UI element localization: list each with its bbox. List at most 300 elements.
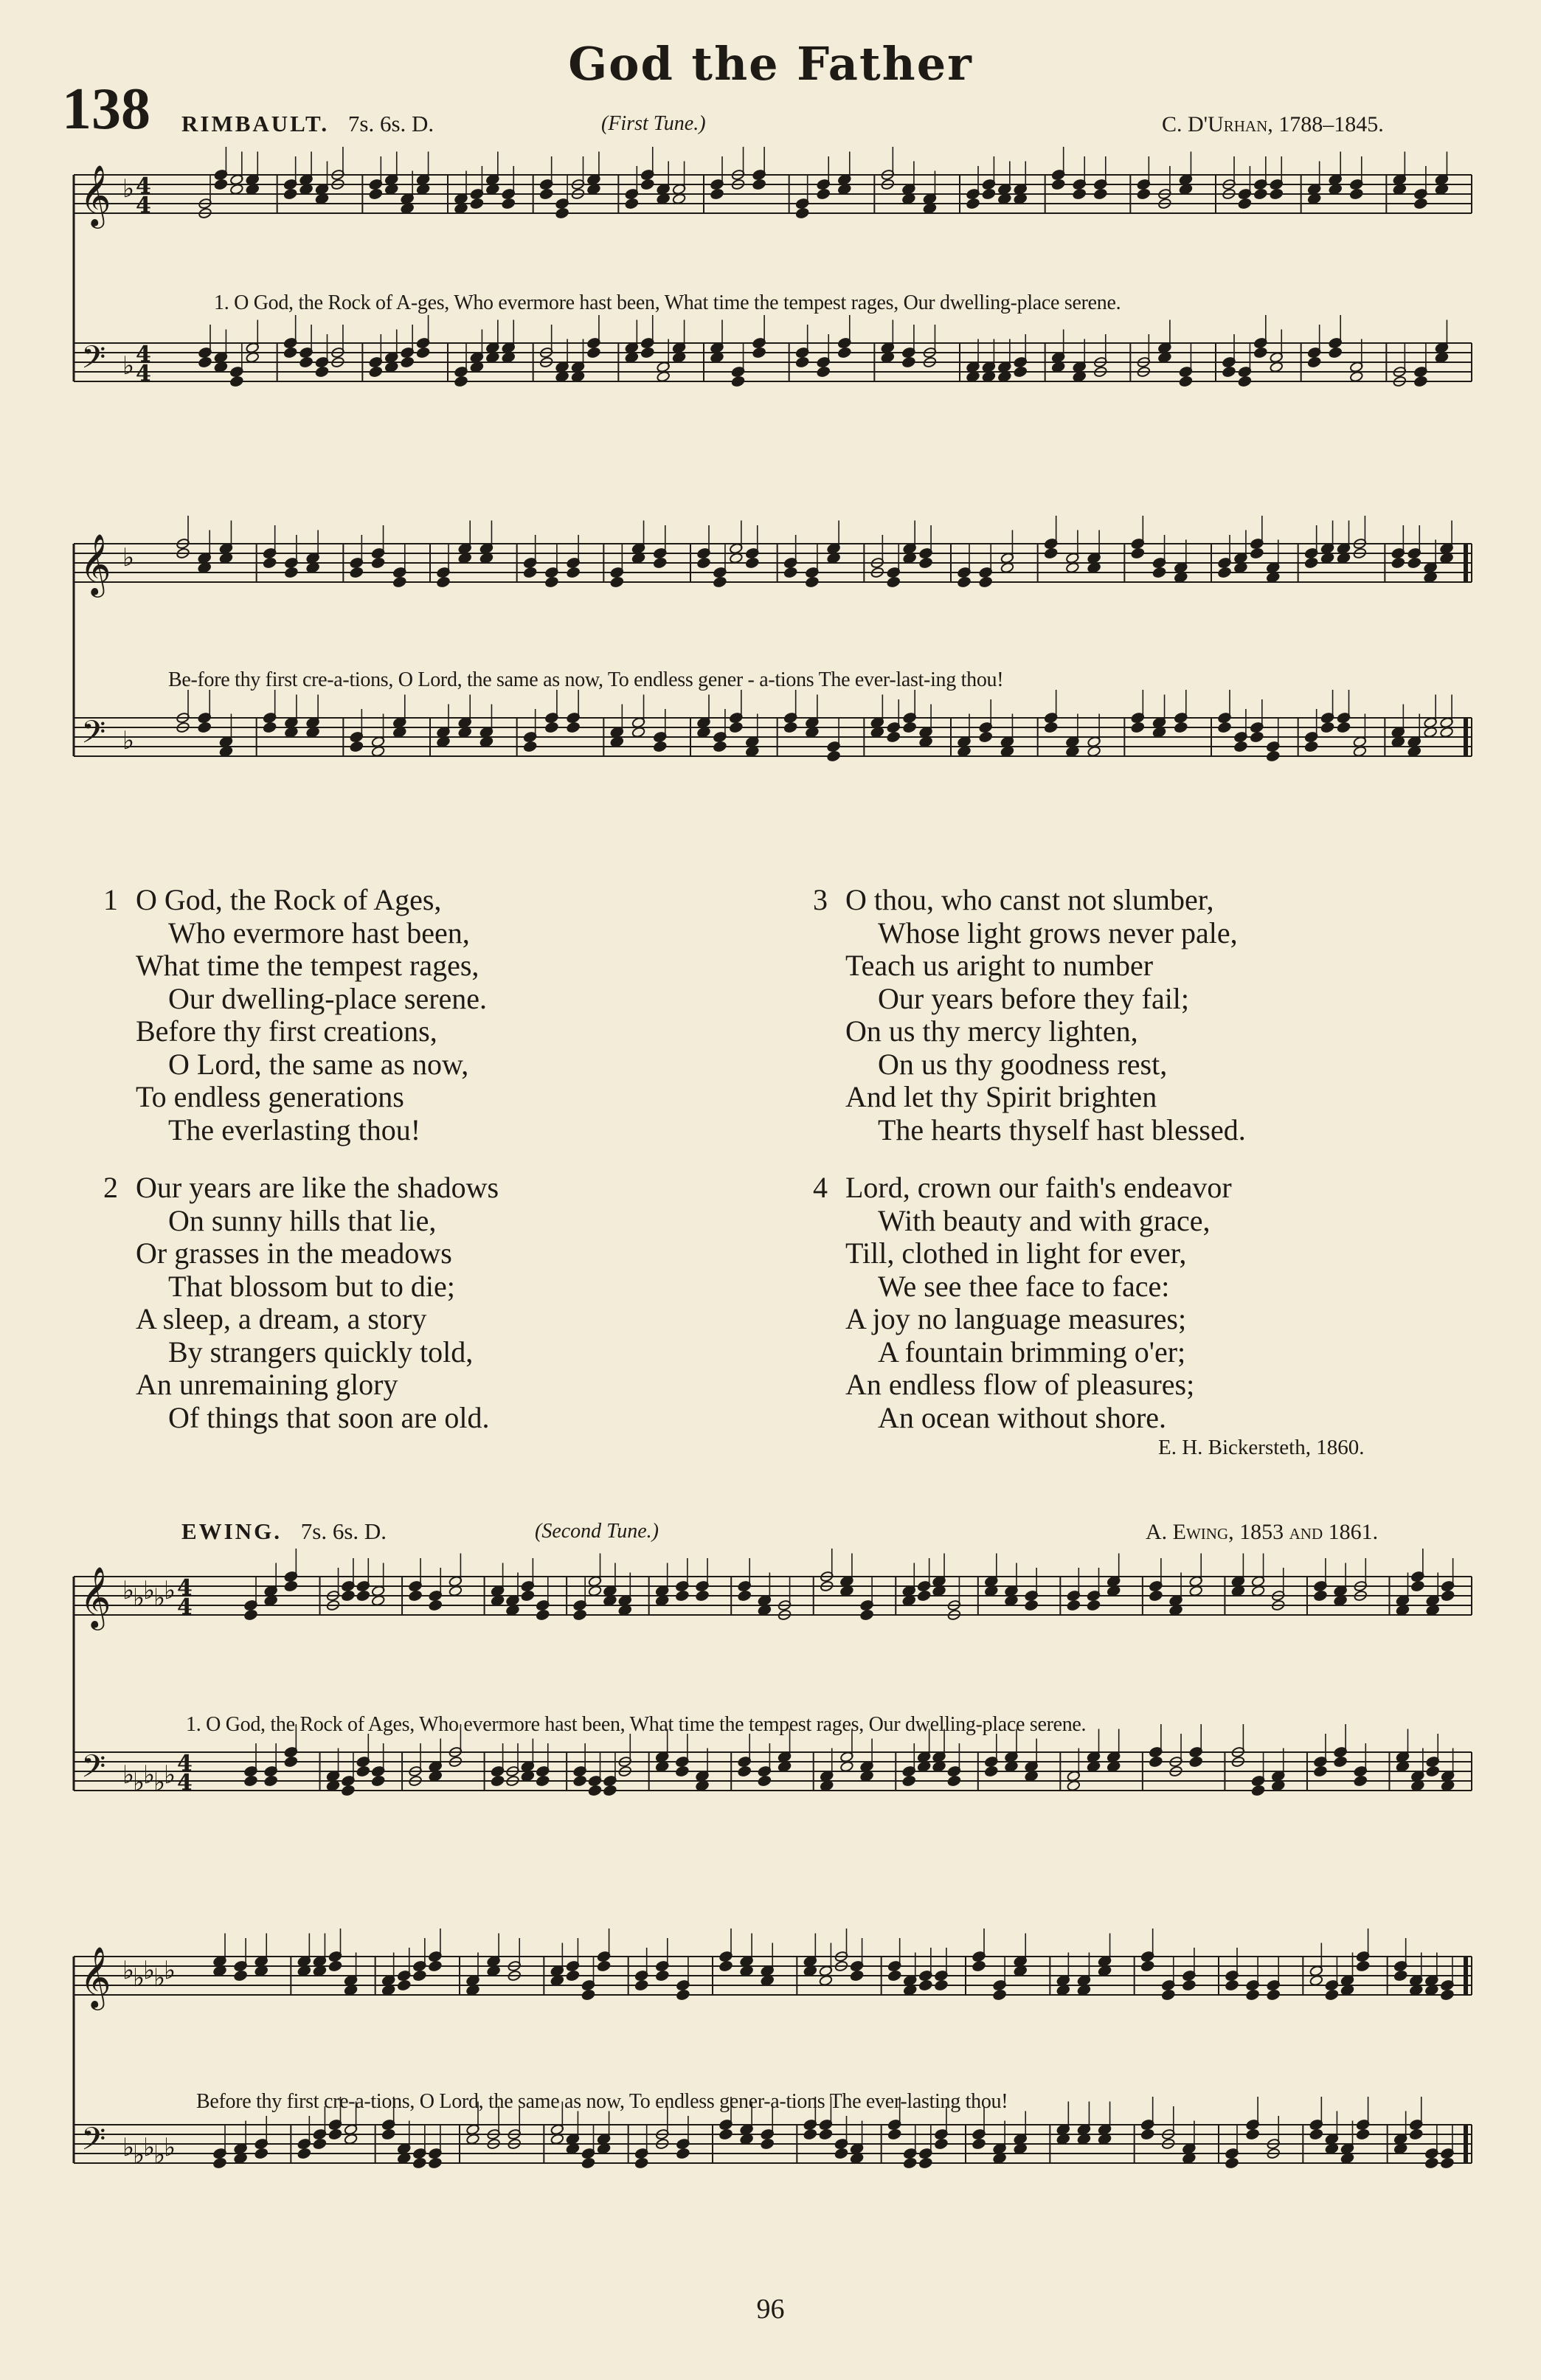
note-head [381, 2128, 395, 2140]
tune-meter: 7s. 6s. D. [347, 111, 434, 136]
note-head [1410, 1580, 1424, 1592]
second-tune-name [181, 1518, 387, 1545]
note-head [573, 1775, 587, 1787]
note-head [502, 198, 516, 210]
note-head [1222, 366, 1236, 378]
note-head [676, 1989, 690, 2001]
second-tune-composer: A. Ewing, 1853 and 1861. [1146, 1520, 1379, 1544]
note-head [1426, 1765, 1440, 1777]
note-head [1131, 547, 1145, 559]
verse-line: Who evermore hast been, [168, 916, 470, 949]
lyric-underlay-2: Be-fore thy first cre-a-tions, O Lord, the same as now, To endless gener - a-tions The ever-last-ing thou! [168, 668, 1004, 691]
note-head [1337, 722, 1351, 733]
note-head [1149, 1756, 1163, 1768]
note-head [1140, 1960, 1154, 1972]
flat-icon: ♭ [133, 2140, 145, 2170]
note-head [1014, 366, 1028, 378]
note-head [827, 750, 841, 762]
note-head [984, 1765, 998, 1777]
note-head [918, 2157, 932, 2169]
stanza-number: 3 [813, 883, 828, 916]
flat-icon: ♭ [143, 1576, 156, 1605]
note-head [819, 2128, 833, 2140]
note-head [675, 1765, 689, 1777]
note-head [1266, 750, 1280, 762]
first-tune-label: (First Tune.) [601, 112, 706, 135]
note-head [454, 376, 468, 387]
note-head [837, 347, 851, 359]
note-head [697, 557, 711, 569]
verse-line: An unremaining glory [136, 1368, 398, 1401]
note-head [371, 1775, 385, 1787]
note-head [653, 741, 667, 753]
lyric-underlay-1: 1. O God, the Rock of A-ges, Who evermore hast been, What time the tempest rages, Our dwelling-place serene. [214, 291, 1121, 314]
note-head [817, 188, 831, 200]
note-head [1413, 198, 1427, 210]
note-head [284, 567, 298, 578]
tune-name: EWING. [181, 1518, 282, 1544]
note-head [1067, 1599, 1081, 1611]
note-head [254, 2148, 269, 2159]
note-head [805, 576, 819, 588]
note-head [979, 576, 993, 588]
verse-line: Till, clothed in light for ever, [845, 1236, 1187, 1270]
verse-line: An ocean without shore. [878, 1400, 1167, 1434]
note-head [918, 1979, 932, 1991]
note-head [1246, 2128, 1260, 2140]
note-head [588, 1785, 602, 1796]
note-head [1051, 179, 1065, 190]
verse-line: Or grasses in the meadows [136, 1236, 452, 1270]
stanza-4 [813, 1171, 1232, 1434]
note-head [229, 376, 243, 387]
note-head [834, 2148, 848, 2159]
note-head [1234, 741, 1248, 753]
time-signature-bass-bottom: 4 [177, 1770, 193, 1796]
note-head [581, 1989, 595, 2001]
note-head [539, 188, 553, 200]
note-head [1314, 1765, 1328, 1777]
note-head [369, 366, 383, 378]
verse-line: On sunny hills that lie, [168, 1203, 437, 1237]
flat-icon: ♭ [143, 1760, 156, 1790]
note-head [1409, 2128, 1423, 2140]
note-head [1304, 557, 1318, 569]
note-head [947, 1775, 961, 1787]
tune-name: RIMBAULT. [181, 111, 330, 136]
note-head [416, 347, 430, 359]
note-head [972, 1960, 986, 1972]
note-head [1140, 2128, 1154, 2140]
note-head [634, 2157, 648, 2169]
note-head [696, 1590, 710, 1602]
note-head [214, 179, 228, 190]
note-head [1182, 1979, 1196, 1991]
note-head [401, 356, 415, 368]
note-head [1087, 1599, 1101, 1611]
note-head [887, 576, 901, 588]
note-head [555, 207, 569, 219]
note-head [1441, 1989, 1455, 2001]
note-head [1174, 722, 1188, 733]
note-head [429, 2157, 443, 2169]
note-head [917, 1590, 931, 1602]
first-tune-name [181, 111, 434, 137]
note-head [901, 356, 915, 368]
note-head [213, 2157, 227, 2169]
note-head [263, 557, 277, 569]
note-head [738, 1765, 752, 1777]
note-head [1334, 1756, 1348, 1768]
note-head [1267, 1989, 1281, 2001]
note-head [198, 356, 212, 368]
note-head [902, 1775, 916, 1787]
note-head [409, 1590, 423, 1602]
note-head [610, 576, 624, 588]
note-head [783, 722, 797, 733]
note-head [761, 2138, 775, 2150]
note-head [1218, 567, 1232, 578]
note-head [1025, 1599, 1039, 1611]
note-head [903, 722, 917, 733]
note-head [573, 1609, 587, 1621]
note-head [1179, 376, 1193, 387]
note-head [887, 2128, 901, 2140]
note-head [1354, 1775, 1368, 1787]
treble-clef-icon: 𝄞 [80, 164, 111, 226]
flat-icon: ♭ [122, 1956, 135, 1985]
note-head [544, 576, 558, 588]
verse-line: That blossom but to die; [168, 1269, 455, 1303]
note-head [544, 722, 558, 733]
flat-icon: ♭ [164, 1576, 176, 1605]
flat-icon: ♭ [143, 2133, 156, 2162]
note-head [817, 366, 831, 378]
verse-line: Whose light grows never pale, [878, 916, 1238, 949]
note-head [313, 2138, 327, 2150]
note-head [283, 188, 297, 200]
note-head [860, 1609, 874, 1621]
time-signature-bass-top: 4 [136, 342, 151, 367]
note-head [653, 557, 667, 569]
note-head [523, 567, 537, 578]
note-head [1391, 557, 1405, 569]
note-head [1441, 2157, 1455, 2169]
stanza-number: 2 [103, 1171, 118, 1204]
stanza-1 [103, 883, 488, 1146]
note-head [1424, 2157, 1438, 2169]
verse-line: To endless generations [136, 1080, 404, 1113]
note-head [783, 567, 797, 578]
lyric-underlay-4: Before thy first cre-a-tions, O Lord, the same as now, To endless gener-a-tions The ever-lasting thou! [196, 2090, 1008, 2113]
note-head [491, 1775, 505, 1787]
note-head [567, 722, 581, 733]
note-head [342, 1590, 356, 1602]
note-head [1253, 347, 1267, 359]
note-head [328, 1960, 342, 1972]
verse-line: O thou, who canst not slumber, [845, 883, 1214, 916]
note-head [392, 576, 406, 588]
note-head [244, 1775, 258, 1787]
bass-clef-icon: 𝄢 [81, 714, 106, 758]
note-head [713, 576, 727, 588]
verse-line: By strangers quickly told, [168, 1335, 474, 1369]
note-head [350, 741, 364, 753]
verse-line: With beauty and with grace, [878, 1203, 1211, 1237]
note-head [356, 1765, 370, 1777]
note-head [1413, 376, 1427, 387]
note-head [1152, 567, 1166, 578]
note-head [429, 1960, 443, 1972]
note-head [972, 2138, 986, 2150]
stanza-number: 1 [103, 883, 118, 916]
flat-icon: ♭ [153, 1963, 166, 1993]
note-head [1329, 347, 1343, 359]
note-head [397, 1979, 411, 1991]
note-head [1238, 198, 1252, 210]
verse-line: A fountain brimming o'er; [878, 1335, 1186, 1369]
time-signature-treble-bottom: 4 [177, 1594, 193, 1620]
note-head [966, 198, 980, 210]
note-head [958, 576, 972, 588]
note-head [850, 1970, 864, 1982]
note-head [1270, 188, 1284, 200]
note-head [1131, 722, 1145, 733]
note-head [1307, 356, 1321, 368]
note-head [979, 731, 993, 743]
verse-line: A joy no language measures; [845, 1302, 1187, 1335]
note-head [371, 557, 385, 569]
note-head [795, 207, 809, 219]
note-head [887, 1970, 901, 1982]
verse-line: The hearts thyself hast blessed. [878, 1113, 1246, 1146]
note-head [803, 2128, 817, 2140]
note-head [1250, 547, 1264, 559]
note-head [244, 1609, 258, 1621]
note-head [597, 1960, 611, 1972]
note-head [752, 347, 766, 359]
second-tune-label: (Second Tune.) [535, 1520, 659, 1543]
page-number: 96 [756, 2294, 785, 2325]
note-head [1189, 1756, 1203, 1768]
note-head [603, 1785, 617, 1796]
note-head [1093, 188, 1107, 200]
verse-line: A sleep, a dream, a story [136, 1302, 427, 1335]
note-head [719, 2128, 733, 2140]
verse-line: On us thy mercy lighten, [845, 1014, 1138, 1048]
flat-icon: ♭ [164, 2133, 176, 2162]
note-head [1044, 722, 1058, 733]
note-head [470, 198, 484, 210]
verse-line: The everlasting thou! [168, 1113, 421, 1146]
text-author: E. H. Bickersteth, 1860. [1158, 1436, 1365, 1459]
note-head [795, 356, 809, 368]
flat-icon: ♭ [133, 1963, 145, 1993]
verse-line: And let thy Spirit brighten [845, 1080, 1157, 1113]
note-head [1320, 722, 1334, 733]
time-signature-treble-top: 4 [136, 173, 151, 199]
stanza-number: 4 [813, 1171, 828, 1204]
note-head [655, 1970, 669, 1982]
verse-line: On us thy goodness rest, [878, 1047, 1168, 1081]
note-head [1137, 188, 1151, 200]
flat-icon: ♭ [164, 1760, 176, 1790]
note-head [713, 741, 727, 753]
note-head [567, 567, 581, 578]
section-title: God the Father [568, 37, 973, 91]
note-head [935, 2138, 949, 2150]
note-head [284, 1756, 298, 1768]
verse-line: Our dwelling-place serene. [168, 981, 488, 1015]
note-head [1356, 1960, 1370, 1972]
note-head [993, 1989, 1007, 2001]
flat-icon: ♭ [133, 1768, 145, 1797]
time-signature-bass-top: 4 [177, 1751, 193, 1777]
treble-clef-icon: 𝄞 [80, 1945, 111, 2007]
verse-line: O Lord, the same as now, [168, 1047, 469, 1081]
verse-line: Before thy first creations, [136, 1014, 437, 1048]
note-head [887, 731, 901, 743]
note-head [1225, 2157, 1239, 2169]
note-head [745, 557, 759, 569]
flat-icon: ♭ [133, 1583, 145, 1613]
flat-icon: ♭ [153, 2140, 166, 2170]
note-head [234, 1970, 248, 1982]
note-head [752, 179, 766, 190]
treble-clef-icon: 𝄞 [80, 533, 111, 595]
note-head [758, 1775, 772, 1787]
first-tune-composer: C. D'Urhan, 1788–1845. [1162, 112, 1384, 136]
note-head [729, 722, 743, 733]
note-head [263, 722, 277, 733]
note-head [412, 2157, 426, 2169]
note-head [536, 1775, 550, 1787]
flat-icon: ♭ [153, 1583, 166, 1613]
flat-icon: ♭ [122, 1760, 135, 1790]
flat-icon: ♭ [122, 726, 135, 755]
flat-icon: ♭ [122, 543, 135, 572]
note-head [283, 347, 297, 359]
note-head [935, 1979, 949, 1991]
note-head [1356, 2128, 1370, 2140]
hymn-number: 138 [62, 77, 150, 142]
note-head [369, 188, 383, 200]
note-head [1225, 1979, 1239, 1991]
treble-staff [74, 1577, 1472, 1615]
note-head [350, 567, 364, 578]
flat-icon: ♭ [122, 1576, 135, 1605]
note-head [284, 1580, 298, 1592]
flat-icon: ♭ [122, 174, 135, 204]
time-signature-bass-bottom: 4 [136, 361, 151, 387]
stanza-2 [103, 1171, 499, 1434]
note-head [1149, 1590, 1163, 1602]
note-head [676, 2148, 690, 2159]
note-head [1073, 188, 1087, 200]
note-head [1393, 1970, 1407, 1982]
note-head [982, 188, 996, 200]
note-head [731, 376, 745, 387]
note-head [1349, 188, 1363, 200]
note-head [1246, 1989, 1260, 2001]
note-head [342, 1785, 356, 1796]
note-head [198, 722, 212, 733]
flat-icon: ♭ [143, 1956, 156, 1985]
note-head [581, 2157, 595, 2169]
verse-line: Of things that soon are old. [168, 1400, 490, 1434]
note-head [1304, 741, 1318, 753]
verse-line: Teach us aright to number [845, 949, 1154, 982]
verse-line: What time the tempest rages, [136, 949, 479, 982]
note-head [412, 1970, 426, 1982]
bass-staff [74, 1752, 1472, 1791]
note-head [297, 2148, 311, 2159]
flat-icon: ♭ [153, 1768, 166, 1797]
note-head [1309, 2128, 1323, 2140]
note-head [299, 356, 314, 368]
note-head [634, 1979, 648, 1991]
note-head [536, 1609, 550, 1621]
note-head [1251, 1785, 1265, 1796]
verse-line: Our years before they fail; [878, 981, 1190, 1015]
note-head [566, 1970, 580, 1982]
note-head [1441, 1590, 1455, 1602]
flat-icon: ♭ [122, 351, 135, 381]
bass-clef-icon: 𝄢 [81, 1748, 106, 1793]
note-head [315, 366, 329, 378]
bass-clef-icon: 𝄢 [81, 2121, 106, 2165]
note-head [1253, 188, 1267, 200]
note-head [1161, 1989, 1175, 2001]
verse-line: Our years are like the shadows [136, 1171, 499, 1204]
note-head [523, 741, 537, 753]
time-signature-treble-bottom: 4 [136, 193, 151, 218]
treble-clef-icon: 𝄞 [80, 1566, 111, 1627]
verse-line: An endless flow of pleasures; [845, 1368, 1195, 1401]
note-head [1250, 731, 1264, 743]
note-head [675, 1590, 689, 1602]
note-head [1325, 1989, 1339, 2001]
note-head [429, 1599, 443, 1611]
lyric-underlay-3: 1. O God, the Rock of Ages, Who evermore hast been, What time the tempest rages, Our dwelling-place serene. [186, 1713, 1087, 1736]
note-head [625, 198, 639, 210]
time-signature-treble-top: 4 [177, 1575, 193, 1601]
note-head [264, 1775, 278, 1787]
note-head [903, 2157, 917, 2169]
stanza-3 [813, 883, 1246, 1146]
note-head [640, 179, 654, 190]
note-head [1314, 1590, 1328, 1602]
bass-clef-icon: 𝄢 [81, 339, 106, 384]
note-head [437, 576, 451, 588]
verse-line: O God, the Rock of Ages, [136, 883, 442, 916]
note-head [719, 1960, 733, 1972]
verse-line: Lord, crown our faith's endeavor [845, 1171, 1232, 1204]
note-head [919, 557, 933, 569]
note-head [738, 1590, 752, 1602]
note-head [521, 1590, 535, 1602]
note-head [587, 347, 601, 359]
note-head [1407, 557, 1421, 569]
note-head [356, 1590, 370, 1602]
note-head [640, 347, 654, 359]
verse-line: We see thee face to face: [878, 1269, 1170, 1303]
note-head [710, 188, 724, 200]
flat-icon: ♭ [164, 1956, 176, 1985]
tune-meter: 7s. 6s. D. [300, 1518, 387, 1544]
flat-icon: ♭ [122, 2133, 135, 2162]
note-head [1044, 547, 1058, 559]
